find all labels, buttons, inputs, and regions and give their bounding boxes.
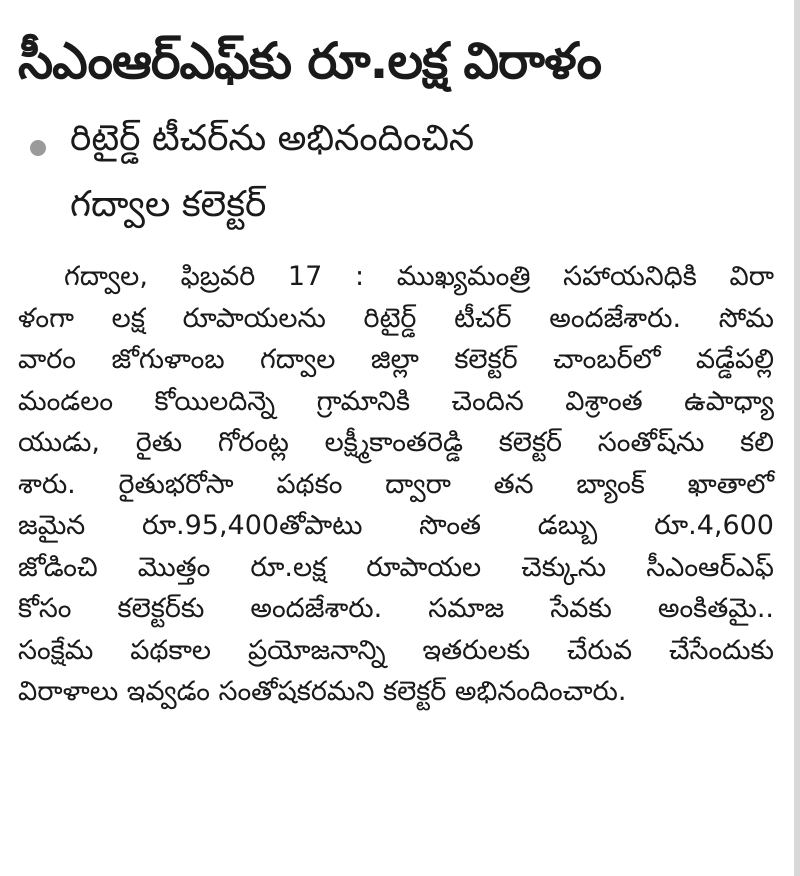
subheadline-line: గద్వాల కలెక్టర్‌ [70, 184, 267, 225]
body-line: యుడు, రైతు గోరంట్ల లక్ష్మీకాంతరెడ్డి కలెక్టర్‌ సంతోష్‌ను కలి [18, 427, 774, 458]
subheadline-line: రిటైర్డ్‌ టీచర్‌ను అభినందించిన [70, 118, 475, 159]
body-line: శారు. రైతుభరోసా పథకం ద్వారా తన బ్యాంక్‌ ఖాతాలో [18, 468, 774, 500]
body-line: జమైన రూ.95,400తోపాటు సొంత డబ్బు రూ.4,600 [18, 510, 774, 541]
body-line: కోసం కలెక్టర్‌కు అందజేశారు. సమాజ సేవకు అంకితమై.. [18, 593, 774, 624]
body-line: ళంగా లక్ష రూపాయలను రిటైర్డ్‌ టీచర్‌ అందజేశారు. సోమ [18, 302, 774, 334]
column-edge-rule [794, 0, 800, 876]
subheadline-text [70, 106, 474, 238]
body-line: జోడించి మొత్తం రూ.లక్ష రూపాయల చెక్కును సీఎంఆర్‌ఎఫ్‌ [18, 551, 774, 583]
body-line: గద్వాల, ఫిబ్రవరి 17 : ముఖ్యమంత్రి సహాయనిధికి విరా [64, 261, 774, 292]
subheadline [18, 106, 774, 238]
headline: సీఎంఆర్‌ఎఫ్‌కు రూ.లక్ష విరాళం [18, 32, 602, 90]
body-line: విరాళాలు ఇవ్వడం సంతోషకరమని కలెక్టర్‌ అభినందించారు. [18, 676, 627, 707]
body-line: మండలం కోయిలదిన్నె గ్రామానికి చెందిన విశ్రాంత ఉపాధ్యా [18, 385, 774, 417]
body-line: సంక్షేమ పథకాల ప్రయోజనాన్ని ఇతరులకు చేరువ చేసేందుకు [18, 634, 774, 666]
bullet-icon [30, 140, 46, 156]
body-line: వారం జోగుళాంబ గద్వాల జిల్లా కలెక్టర్‌ చాంబర్‌లో వడ్డేపల్లి [18, 344, 774, 375]
article-body [18, 256, 774, 713]
